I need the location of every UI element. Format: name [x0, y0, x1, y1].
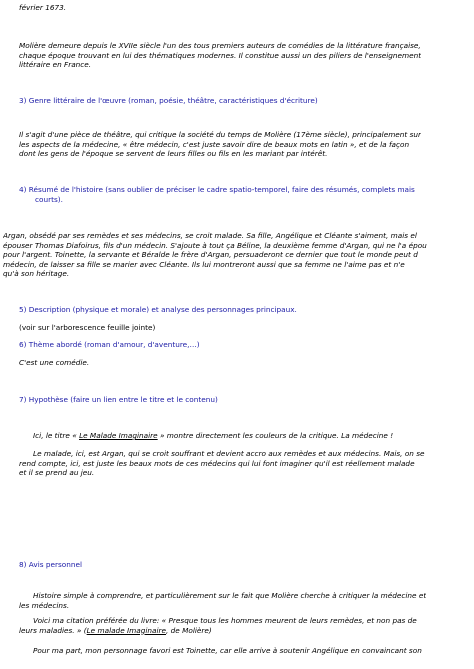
section-8-heading: 8) Avis personnel — [19, 560, 82, 569]
s4-heading-line-1: 4) Résumé de l'histoire (sans oublier de préciser le cadre spatio-temporel, faire des résumés, complets mais — [19, 185, 415, 194]
section-7-heading: 7) Hypothèse (faire un lien entre le titre et le contenu) — [19, 395, 218, 404]
section-5-note: (voir sur l'arborescence feuille jointe) — [19, 323, 156, 332]
section-5-heading: 5) Description (physique et morale) et analyse des personnages principaux. — [19, 305, 297, 314]
s7-p2-line-3: et il se prend au jeu. — [19, 468, 95, 478]
s3-line-2: les aspects de la médecine, « être médecin, c'est juste savoir dire de beaux mots en latin », et de la façon — [19, 139, 410, 149]
section-4-paragraph — [3, 231, 427, 279]
s4-line-4: médecin, de laisser sa fille se marier avec Cléante. Ils lui montreront aussi que sa femme ne l'aime pas et n'e — [3, 259, 405, 269]
section-6-heading: 6) Thème abordé (roman d'amour, d'aventure,…) — [19, 340, 200, 349]
s8-p2-before: leurs maladies. » ( — [19, 625, 87, 635]
section-3-paragraph — [19, 130, 421, 159]
s4-line-1: Argan, obsédé par ses remèdes et ses médecins, se croit malade. Sa fille, Angélique et Cléante s'aiment, mais el — [3, 231, 417, 240]
s3-line-3: dont les gens de l'époque se servent de leurs filles ou fils en les mariant par intérêt. — [19, 149, 328, 159]
section-6-paragraph: C'est une comédie. — [19, 358, 90, 367]
section-4-heading — [19, 185, 415, 204]
s4-line-2: épouser Thomas Diafoirus, fils d'un médecin. S'ajoute à tout ça Béline, la deuxième femme d'Argan, qui ne l'a épou — [3, 240, 427, 250]
s8-p1-line-1: Histoire simple à comprendre, et particulièrement sur le fait que Molière cherche à critiquer la médecine et — [33, 591, 427, 600]
intro-paragraph — [19, 41, 421, 70]
section-8-paragraph-2 — [19, 616, 417, 635]
s8-p2-line-1: Voici ma citation préférée du livre: « Presque tous les hommes meurent de leurs remèdes, et non pas de — [33, 616, 417, 625]
s4-line-3: pour l'argent. Toinette, la servante et Béralde le frère d'Argan, persuaderont ce dernier que tout le monde peut d — [3, 250, 418, 260]
section-8-paragraph-1 — [19, 591, 426, 610]
citation-book-title: Le malade Imaginaire — [86, 625, 167, 635]
s7-p1-after: » montre directement les couleurs de la critique. La médecine ! — [157, 431, 394, 440]
section-7-paragraph-2 — [19, 449, 425, 478]
s8-p2-after: , de Molière) — [166, 625, 212, 635]
s8-p1-line-2: les médecins. — [19, 600, 70, 610]
section-7-paragraph-1 — [33, 431, 393, 441]
s7-p2-line-1: Le malade, ici, est Argan, qui se croit souffrant et devient accro aux remèdes et aux médecins. Mais, on se — [33, 449, 425, 458]
section-3-heading: 3) Genre littéraire de l'œuvre (roman, poésie, théâtre, caractéristiques d'écriture) — [19, 96, 318, 105]
s7-p2-line-2: rend compte, ici, est juste les beaux mots de ces médecins qui lui font imaginer qu'il est réellement malade — [19, 458, 415, 468]
s8-p2-line-2 — [19, 626, 417, 636]
s3-line-1: Il s'agit d'une pièce de théâtre, qui critique la société du temps de Molière (17ème siècle), principalement sur — [19, 130, 422, 139]
s7-p1-before: Ici, le titre « — [33, 431, 80, 440]
intro-line-2: chaque époque trouvant en lui des thématiques modernes. Il constitue aussi un des piliers de l'enseignement — [19, 50, 422, 60]
date-line: février 1673. — [19, 3, 67, 12]
s4-line-5: qu'à son héritage. — [3, 269, 70, 279]
s4-heading-line-2: courts). — [35, 194, 63, 204]
book-title-underlined: Le Malade Imaginaire — [79, 431, 158, 440]
intro-line-1: Molière demeure depuis le XVIIe siècle l'un des tous premiers auteurs de comédies de la littérature française, — [19, 41, 421, 50]
section-8-paragraph-3: Pour ma part, mon personnage favori est Toinette, car elle arrive à soutenir Angélique en convaincant son — [33, 646, 422, 655]
intro-line-3: littéraire en France. — [19, 60, 92, 70]
